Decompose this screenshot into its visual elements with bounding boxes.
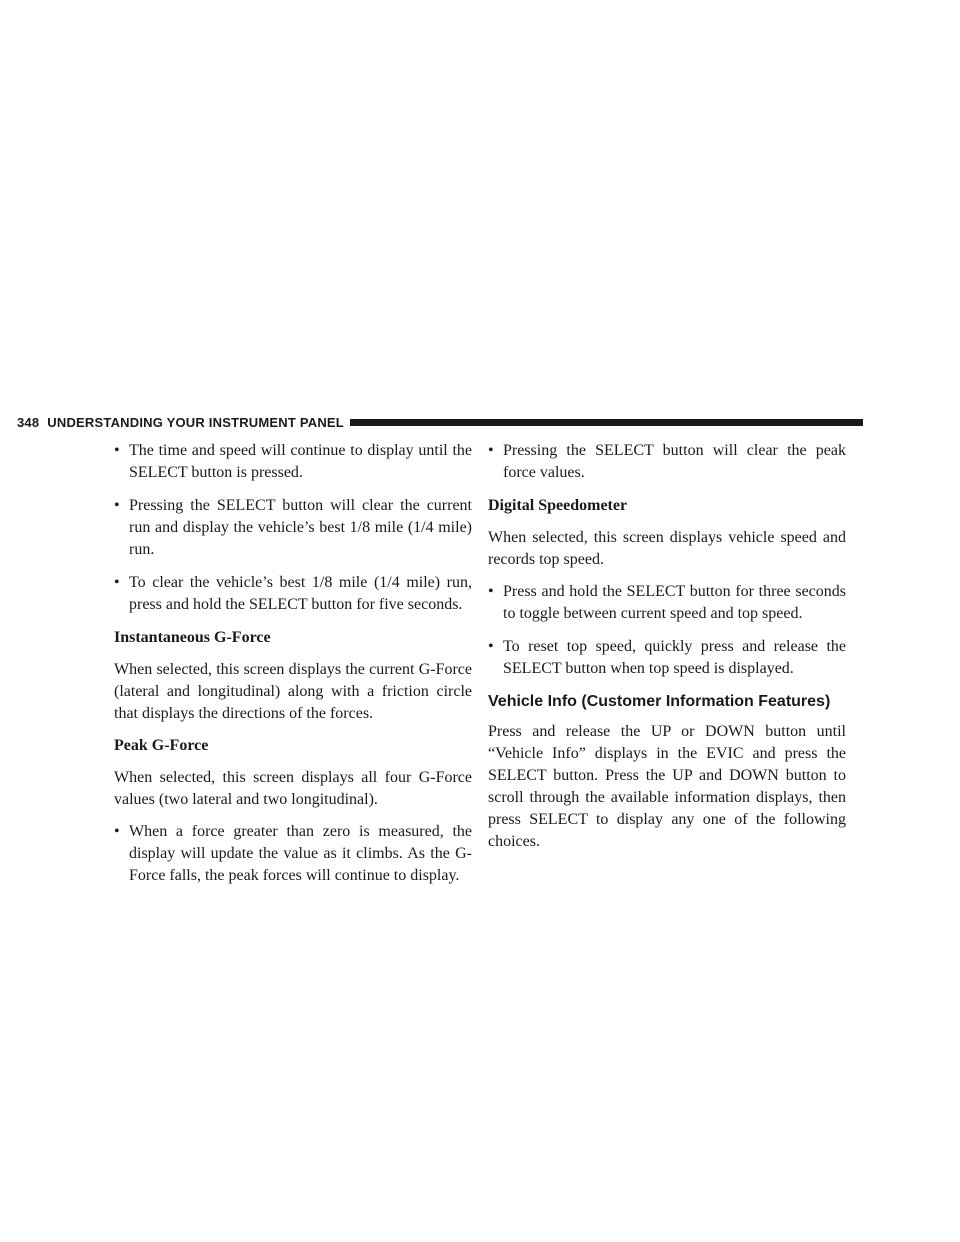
right-column	[488, 440, 846, 853]
bullet-icon: •	[114, 497, 120, 514]
bullet-text: To clear the vehicle’s best 1/8 mile (1/4 mile) run, press and hold the SELECT button for five seconds.	[129, 574, 472, 613]
instantaneous-g-force-heading: Instantaneous G-Force	[114, 629, 271, 646]
peak-g-force-text: When selected, this screen displays all four G-Force values (two lateral and two longitudinal).	[114, 769, 472, 808]
list-item	[114, 572, 472, 616]
bullet-icon: •	[488, 442, 494, 459]
bullet-text: When a force greater than zero is measured, the display will update the value as it climbs. As the G-Force falls, the peak forces will continue to display.	[129, 823, 472, 884]
left-column	[114, 440, 472, 898]
bullet-text: Pressing the SELECT button will clear the current run and display the vehicle’s best 1/8 mile (1/4 mile) run.	[129, 497, 472, 558]
header-rule	[350, 419, 863, 426]
bullet-icon: •	[488, 583, 494, 600]
bullet-text: The time and speed will continue to display until the SELECT button is pressed.	[129, 442, 472, 481]
page-header	[17, 415, 863, 429]
bullet-icon: •	[114, 442, 120, 459]
list-item	[488, 636, 846, 680]
bullet-text: Pressing the SELECT button will clear the peak force values.	[503, 442, 846, 481]
peak-g-force-heading: Peak G-Force	[114, 737, 209, 754]
bullet-icon: •	[114, 823, 120, 840]
vehicle-info-text: Press and release the UP or DOWN button until “Vehicle Info” displays in the EVIC and press the SELECT button. Press the UP and DOWN button to scroll through the available information displays, then press SELECT to display any one of the following choices.	[488, 723, 846, 850]
bullet-icon: •	[114, 574, 120, 591]
section-title: UNDERSTANDING YOUR INSTRUMENT PANEL	[47, 414, 344, 430]
instantaneous-g-force-text: When selected, this screen displays the current G-Force (lateral and longitudinal) along with a friction circle that displays the directions of the forces.	[114, 661, 472, 722]
digital-speedometer-heading: Digital Speedometer	[488, 497, 628, 514]
list-item	[114, 440, 472, 484]
list-item	[114, 821, 472, 887]
bullet-text: Press and hold the SELECT button for three seconds to toggle between current speed and top speed.	[503, 583, 846, 622]
page-number: 348	[17, 414, 40, 430]
bullet-icon: •	[488, 638, 494, 655]
vehicle-info-heading: Vehicle Info (Customer Information Features)	[488, 693, 831, 710]
list-item	[114, 495, 472, 561]
list-item	[488, 440, 846, 484]
list-item	[488, 581, 846, 625]
digital-speedometer-text: When selected, this screen displays vehicle speed and records top speed.	[488, 529, 846, 568]
bullet-text: To reset top speed, quickly press and release the SELECT button when top speed is displayed.	[503, 638, 846, 677]
